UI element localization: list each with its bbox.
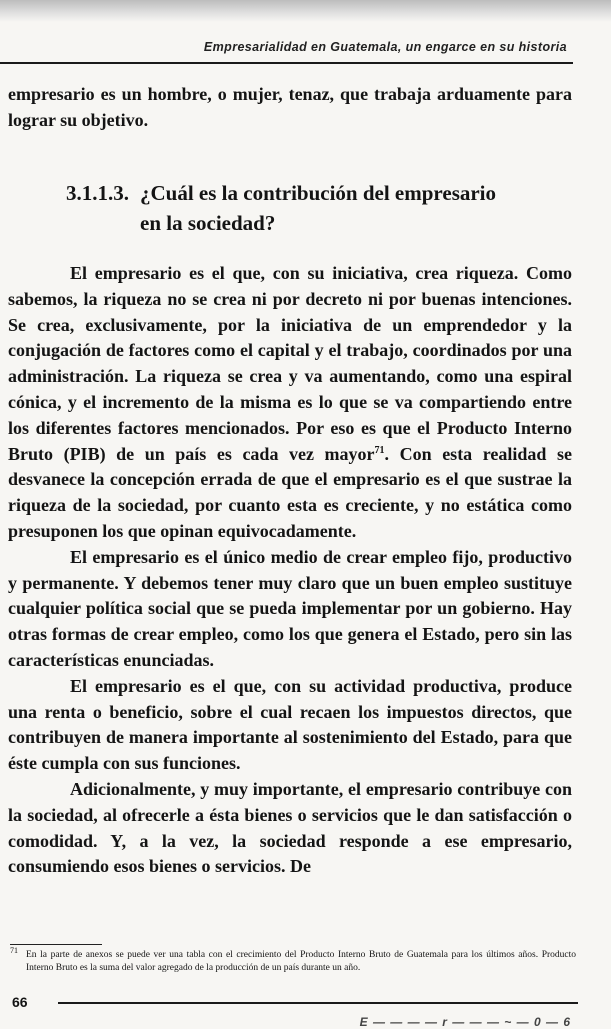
body-text — [8, 261, 572, 880]
paragraph-1-text: El empresario es el que, con su iniciativa, crea riqueza. Como sabemos, la riqueza no se crea ni por decreto ni por buenas intenciones. Se crea, exclusivamente, por la iniciativa de un emprendedor y la conjugación de factores como el capital y el trabajo, coordinados por una administración. La riqueza se crea y va aumentando, como una espiral cónica, y el incremento de la misma es lo que se va compartiendo entre los diferentes factores mencionados. Por eso es que el Producto Interno Bruto (PIB) de un país es cada vez mayor — [8, 263, 572, 464]
running-head: Empresarialidad en Guatemala, un engarce en su historia — [203, 40, 567, 54]
page-top-shadow — [0, 0, 611, 22]
paragraph-1-text-cont: . Con esta realidad se desvanece la concepción errada de que el empresario es el que sustrae la riqueza de la sociedad, por cuanto esta es creciente, y no estática como presuponen los que opinan equivocadamente. — [8, 443, 572, 541]
footnote-rule — [10, 944, 102, 945]
section-heading — [66, 178, 576, 238]
paragraph-1 — [8, 261, 572, 545]
header-rule — [0, 62, 573, 64]
footnote-text: En la parte de anexos se puede ver una tabla con el crecimiento del Producto Interno Bruto de Guatemala para los últimos años. Producto Interno Bruto es la suma del valor agregado de la producción de un país durante un año. — [26, 950, 576, 973]
section-number: 3.1.1.3. — [66, 181, 129, 205]
footnote-mark: 71 — [10, 946, 18, 955]
footnote-ref[interactable]: 71 — [374, 444, 385, 456]
section-title-line1: ¿Cuál es la contribución del empresario — [140, 181, 497, 205]
paragraph-3: El empresario es el que, con su actividad productiva, produce una renta o beneficio, sobre el cual recaen los impuestos directos, que contribuyen de manera importante al sostenimiento del Estado, para que éste cumpla con sus funciones. — [8, 675, 572, 774]
footer-rule — [58, 1002, 578, 1004]
continued-paragraph: empresario es un hombre, o mujer, tenaz, que trabaja arduamente para lograr su objetivo. — [8, 84, 572, 130]
page-number: 66 — [12, 994, 28, 1010]
section-title-line2: en la sociedad? — [140, 211, 276, 235]
paragraph-4: Adicionalmente, y muy importante, el empresario contribuye con la sociedad, al ofrecerle a ésta bienes o servicios que le dan satisfacción o comodidad. Y, a la vez, la sociedad responde a ese empresario, consumiendo esos bienes o servicios. De — [8, 778, 572, 877]
paragraph-2: El empresario es el único medio de crear empleo fijo, productivo y permanente. Y debemos tener muy claro que un buen empleo sustituye cualquier política social que se pueda implementar por un gobierno. Hay otras formas de crear empleo, como los que genera el Estado, pero sin las características enunciadas. — [8, 546, 572, 670]
next-page-cut-text: E — — — — r — — — ~ — 0 — 6 — [359, 1015, 571, 1029]
